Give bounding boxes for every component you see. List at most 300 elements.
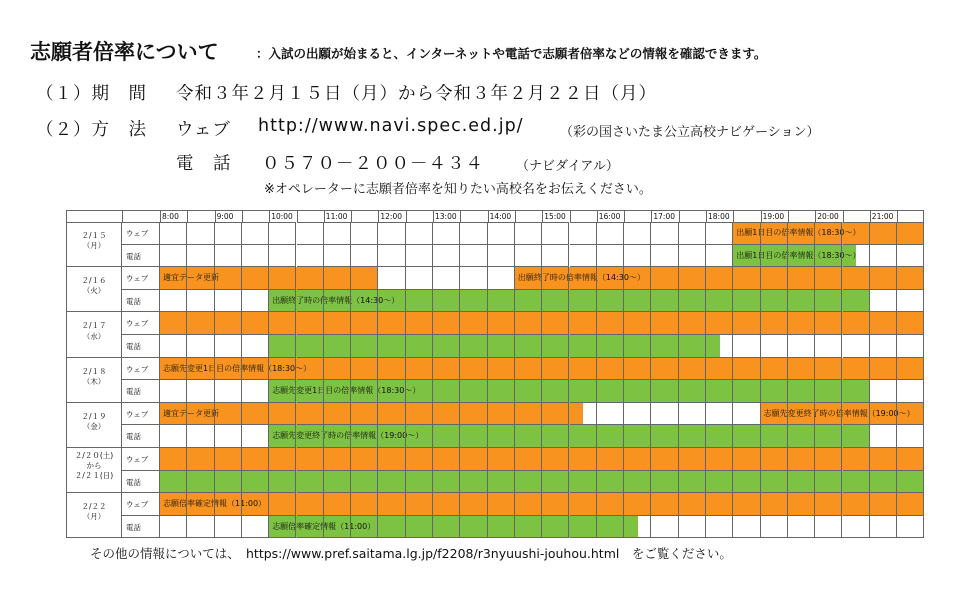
time-slot-cell (733, 312, 760, 335)
time-slot-cell (324, 403, 351, 426)
time-slot-cell (624, 448, 651, 471)
time-slot-cell (815, 358, 842, 381)
time-slot-cell (597, 516, 624, 539)
time-slot-cell (160, 448, 187, 471)
time-slot-cell (378, 471, 405, 494)
footer-note: その他の情報については、 https://www.pref.saitama.lg.jp/f2208/r3nyuushi-jouhou.html をご覧ください。 (90, 546, 732, 561)
time-slot-cell (160, 493, 187, 516)
time-slot-cell (897, 403, 924, 426)
time-slot-cell (269, 312, 296, 335)
time-slot-cell (215, 448, 242, 471)
time-slot-cell (160, 335, 187, 358)
time-slot-cell (843, 403, 870, 426)
page-title: 志願者倍率について (30, 40, 219, 64)
time-slot-cell (788, 222, 815, 245)
time-slot-cell (651, 222, 678, 245)
header-divider (515, 210, 516, 222)
time-slot-cell (733, 245, 760, 268)
header-divider (269, 210, 270, 222)
time-slot-cell (406, 312, 433, 335)
time-slot-cell (187, 403, 214, 426)
time-slot-cell (843, 335, 870, 358)
time-slot-cell (460, 290, 487, 313)
time-slot-cell (624, 380, 651, 403)
time-slot-cell (651, 245, 678, 268)
time-slot-cell (542, 403, 569, 426)
hour-label: 18:00 (708, 212, 730, 221)
time-slot-cell (351, 471, 378, 494)
header-divider (624, 210, 625, 222)
header-divider (297, 210, 298, 222)
time-slot-cell (733, 380, 760, 403)
period-value: 令和３年２月１５日（月）から令和３年２月２２日（月） (176, 84, 657, 104)
time-slot-cell (378, 358, 405, 381)
time-slot-cell (624, 290, 651, 313)
hour-label: 21:00 (871, 212, 894, 221)
channel-label: 電話 (126, 296, 141, 306)
day-label-line: （木） (82, 376, 106, 386)
time-slot-cell (706, 448, 733, 471)
time-slot-cell (570, 380, 597, 403)
day-label (66, 276, 122, 296)
time-slot-cell (269, 425, 296, 448)
time-slot-cell (597, 358, 624, 381)
time-slot-cell (324, 471, 351, 494)
time-slot-cell (406, 245, 433, 268)
time-slot-cell (761, 471, 788, 494)
time-slot-cell (897, 516, 924, 539)
time-slot-cell (570, 516, 597, 539)
time-slot-cell (788, 448, 815, 471)
time-slot-cell (788, 335, 815, 358)
time-slot-cell (297, 493, 324, 516)
time-slot-cell (870, 448, 897, 471)
day-label-line: （月） (82, 512, 106, 522)
header-divider (761, 210, 762, 222)
time-slot-cell (897, 335, 924, 358)
time-slot-cell (679, 267, 706, 290)
time-slot-cell (706, 312, 733, 335)
time-slot-cell (761, 290, 788, 313)
time-slot-cell (761, 403, 788, 426)
time-slot-cell (215, 380, 242, 403)
header-divider (187, 210, 188, 222)
time-slot-cell (651, 493, 678, 516)
time-slot-cell (761, 222, 788, 245)
bar-label: 適宜データ更新 (163, 273, 219, 283)
web-url-link[interactable]: http://www.navi.spec.ed.jp/ (258, 116, 524, 136)
time-slot-cell (624, 403, 651, 426)
hour-label: 14:00 (489, 212, 512, 221)
time-slot-cell (624, 425, 651, 448)
channel-label: 電話 (126, 477, 141, 487)
schedule-table (66, 210, 926, 530)
time-slot-cell (297, 245, 324, 268)
time-slot-cell (515, 267, 542, 290)
time-slot-cell (488, 471, 515, 494)
time-slot-cell (706, 471, 733, 494)
time-slot-cell (460, 222, 487, 245)
time-slot-cell (761, 312, 788, 335)
time-slot-cell (488, 358, 515, 381)
time-slot-cell (733, 267, 760, 290)
header-divider (597, 210, 598, 222)
time-slot-cell (187, 380, 214, 403)
time-slot-cell (570, 245, 597, 268)
time-slot-cell (679, 312, 706, 335)
time-slot-cell (378, 516, 405, 539)
time-slot-cell (406, 290, 433, 313)
time-slot-cell (242, 335, 269, 358)
time-slot-cell (788, 312, 815, 335)
time-slot-cell (542, 335, 569, 358)
time-slot-cell (761, 493, 788, 516)
time-slot-cell (542, 516, 569, 539)
time-slot-cell (597, 245, 624, 268)
time-slot-cell (624, 267, 651, 290)
time-slot-cell (269, 493, 296, 516)
time-slot-cell (815, 380, 842, 403)
time-slot-cell (160, 516, 187, 539)
time-slot-cell (187, 335, 214, 358)
time-slot-cell (624, 222, 651, 245)
time-slot-cell (460, 425, 487, 448)
time-slot-cell (406, 425, 433, 448)
time-slot-cell (761, 425, 788, 448)
time-slot-cell (242, 267, 269, 290)
time-slot-cell (570, 425, 597, 448)
time-slot-cell (160, 425, 187, 448)
time-slot-cell (297, 267, 324, 290)
header-divider (433, 210, 434, 222)
time-slot-cell (542, 471, 569, 494)
time-slot-cell (460, 516, 487, 539)
time-slot-cell (679, 493, 706, 516)
time-slot-cell (897, 245, 924, 268)
time-slot-cell (351, 493, 378, 516)
time-slot-cell (242, 493, 269, 516)
time-slot-cell (215, 358, 242, 381)
time-slot-cell (160, 222, 187, 245)
time-slot-cell (351, 312, 378, 335)
time-slot-cell (542, 380, 569, 403)
hour-label: 15:00 (544, 212, 566, 221)
day-label (66, 367, 122, 387)
time-slot-cell (269, 267, 296, 290)
time-slot-cell (515, 380, 542, 403)
bar-label: 出願1日目の倍率情報（18:30～） (736, 250, 861, 260)
time-slot-cell (488, 380, 515, 403)
time-slot-cell (433, 471, 460, 494)
time-slot-cell (324, 425, 351, 448)
time-slot-cell (815, 403, 842, 426)
time-slot-cell (570, 290, 597, 313)
time-slot-cell (843, 516, 870, 539)
time-slot-cell (815, 290, 842, 313)
channel-label: ウェブ (126, 500, 149, 510)
time-slot-cell (597, 448, 624, 471)
time-slot-cell (542, 358, 569, 381)
channel-label: 電話 (126, 251, 141, 261)
time-slot-cell (897, 222, 924, 245)
time-slot-cell (187, 471, 214, 494)
time-slot-cell (297, 448, 324, 471)
time-slot-cell (215, 471, 242, 494)
time-slot-cell (242, 448, 269, 471)
hour-label: 12:00 (380, 212, 403, 221)
time-slot-cell (242, 425, 269, 448)
time-slot-cell (187, 448, 214, 471)
time-slot-cell (515, 471, 542, 494)
header-divider (242, 210, 243, 222)
time-slot-cell (679, 222, 706, 245)
time-slot-cell (706, 380, 733, 403)
phone-instruction: ※オペレーターに志願者倍率を知りたい高校名をお伝えください。 (264, 182, 652, 197)
time-slot-cell (215, 267, 242, 290)
time-slot-cell (651, 403, 678, 426)
time-slot-cell (651, 380, 678, 403)
day-label (66, 502, 122, 522)
time-slot-cell (843, 471, 870, 494)
time-slot-cell (187, 312, 214, 335)
time-slot-cell (215, 222, 242, 245)
phone-note: （ナビダイアル） (516, 159, 619, 174)
header-divider (215, 210, 216, 222)
bar-label: 志願先変更終了時の倍率情報（19:00～） (763, 408, 915, 418)
time-slot-cell (515, 448, 542, 471)
time-slot-cell (297, 358, 324, 381)
time-slot-cell (624, 245, 651, 268)
time-slot-cell (570, 448, 597, 471)
channel-label: ウェブ (126, 455, 149, 464)
time-slot-cell (597, 312, 624, 335)
bar-label: 出願終了時の倍率情報（14:30～） (517, 273, 645, 283)
time-slot-cell (815, 448, 842, 471)
channel-label: 電話 (126, 432, 141, 442)
time-slot-cell (897, 471, 924, 494)
time-slot-cell (542, 245, 569, 268)
time-slot-cell (406, 471, 433, 494)
time-slot-cell (488, 448, 515, 471)
time-slot-cell (488, 290, 515, 313)
time-slot-cell (843, 380, 870, 403)
time-slot-cell (624, 358, 651, 381)
phone-label: 電 話 (176, 154, 232, 174)
time-slot-cell (242, 380, 269, 403)
time-slot-cell (378, 312, 405, 335)
time-slot-cell (269, 290, 296, 313)
time-slot-cell (570, 335, 597, 358)
time-slot-cell (460, 335, 487, 358)
header-divider (679, 210, 680, 222)
time-slot-cell (843, 493, 870, 516)
bar-label: 志願先変更1日目の倍率情報（18:30～） (272, 386, 421, 396)
time-slot-cell (706, 493, 733, 516)
time-slot-cell (488, 312, 515, 335)
time-slot-cell (351, 380, 378, 403)
time-slot-cell (297, 312, 324, 335)
time-slot-cell (160, 471, 187, 494)
time-slot-cell (597, 380, 624, 403)
time-slot-cell (515, 358, 542, 381)
day-label-line: （金） (82, 421, 106, 431)
day-label-line: （火） (82, 286, 106, 296)
time-slot-cell (706, 245, 733, 268)
header-divider (460, 210, 461, 222)
time-slot-cell (351, 425, 378, 448)
time-slot-cell (815, 516, 842, 539)
time-slot-cell (406, 380, 433, 403)
time-slot-cell (788, 358, 815, 381)
time-slot-cell (788, 471, 815, 494)
time-slot-cell (324, 493, 351, 516)
header-divider (488, 210, 489, 222)
time-slot-cell (870, 312, 897, 335)
time-slot-cell (870, 516, 897, 539)
time-slot-cell (433, 245, 460, 268)
time-slot-cell (351, 222, 378, 245)
time-slot-cell (160, 290, 187, 313)
time-slot-cell (433, 267, 460, 290)
time-slot-cell (733, 290, 760, 313)
time-slot-cell (570, 358, 597, 381)
day-label-line: （月） (82, 241, 106, 251)
hour-label: 19:00 (762, 212, 785, 221)
time-slot-cell (870, 493, 897, 516)
time-slot-cell (406, 493, 433, 516)
time-slot-cell (788, 290, 815, 313)
time-slot-cell (488, 516, 515, 539)
time-slot-cell (378, 245, 405, 268)
time-slot-cell (215, 312, 242, 335)
time-slot-cell (215, 403, 242, 426)
time-slot-cell (460, 380, 487, 403)
time-slot-cell (269, 516, 296, 539)
time-slot-cell (733, 516, 760, 539)
time-slot-cell (542, 425, 569, 448)
time-slot-cell (269, 358, 296, 381)
day-label-line: ２/１７ (81, 321, 107, 331)
time-slot-cell (160, 312, 187, 335)
time-slot-cell (542, 267, 569, 290)
time-slot-cell (378, 448, 405, 471)
time-slot-cell (570, 471, 597, 494)
time-slot-cell (761, 516, 788, 539)
time-slot-cell (378, 222, 405, 245)
time-slot-cell (187, 290, 214, 313)
hour-label: 16:00 (598, 212, 621, 221)
time-slot-cell (597, 267, 624, 290)
time-slot-cell (843, 222, 870, 245)
time-slot-cell (570, 267, 597, 290)
time-slot-cell (215, 493, 242, 516)
time-slot-cell (870, 222, 897, 245)
time-slot-cell (597, 403, 624, 426)
time-slot-cell (187, 493, 214, 516)
time-slot-cell (297, 516, 324, 539)
header-divider (542, 210, 543, 222)
channel-label: ウェブ (126, 409, 149, 419)
time-slot-cell (187, 358, 214, 381)
time-slot-cell (815, 267, 842, 290)
header-divider (706, 210, 707, 222)
header-divider (788, 210, 789, 222)
time-slot-cell (597, 493, 624, 516)
time-slot-cell (733, 335, 760, 358)
time-slot-cell (488, 493, 515, 516)
time-slot-cell (324, 380, 351, 403)
time-slot-cell (460, 245, 487, 268)
time-slot-cell (761, 245, 788, 268)
time-slot-cell (488, 267, 515, 290)
time-slot-cell (542, 312, 569, 335)
time-slot-cell (297, 222, 324, 245)
time-slot-cell (570, 493, 597, 516)
time-slot-cell (515, 312, 542, 335)
time-slot-cell (897, 448, 924, 471)
time-slot-cell (187, 516, 214, 539)
time-slot-cell (378, 403, 405, 426)
time-slot-cell (406, 448, 433, 471)
time-slot-cell (651, 267, 678, 290)
day-label-line: ２/１６ (81, 276, 107, 286)
header-divider (406, 210, 407, 222)
time-slot-cell (542, 493, 569, 516)
time-slot-cell (597, 222, 624, 245)
hour-label: 13:00 (435, 212, 457, 221)
time-slot-cell (269, 471, 296, 494)
time-slot-cell (460, 471, 487, 494)
header-divider (324, 210, 325, 222)
time-slot-cell (761, 267, 788, 290)
time-slot-cell (460, 358, 487, 381)
hour-label: 17:00 (653, 212, 676, 221)
time-slot-cell (651, 425, 678, 448)
time-slot-cell (324, 516, 351, 539)
time-slot-cell (897, 290, 924, 313)
bar-label: 志願倍率確定情報（11:00） (163, 499, 267, 509)
time-slot-cell (242, 290, 269, 313)
time-slot-cell (215, 516, 242, 539)
time-slot-cell (297, 290, 324, 313)
time-slot-cell (897, 425, 924, 448)
time-slot-cell (488, 403, 515, 426)
time-slot-cell (597, 471, 624, 494)
bar-label: 出願終了時の倍率情報（14:30～） (272, 295, 400, 305)
time-slot-cell (706, 358, 733, 381)
time-slot-cell (297, 335, 324, 358)
time-slot-cell (761, 335, 788, 358)
time-slot-cell (406, 403, 433, 426)
time-slot-cell (269, 448, 296, 471)
time-slot-cell (324, 290, 351, 313)
time-slot-cell (788, 516, 815, 539)
time-slot-cell (351, 516, 378, 539)
time-slot-cell (843, 358, 870, 381)
time-slot-cell (433, 403, 460, 426)
time-slot-cell (624, 335, 651, 358)
time-slot-cell (679, 471, 706, 494)
time-slot-cell (297, 380, 324, 403)
time-slot-cell (815, 245, 842, 268)
web-note: （彩の国さいたま公立高校ナビゲーション） (560, 125, 820, 140)
time-slot-cell (706, 516, 733, 539)
time-slot-cell (324, 222, 351, 245)
day-label-line: ２/２２ (81, 502, 107, 512)
time-slot-cell (651, 471, 678, 494)
time-slot-cell (843, 448, 870, 471)
time-slot-cell (679, 335, 706, 358)
